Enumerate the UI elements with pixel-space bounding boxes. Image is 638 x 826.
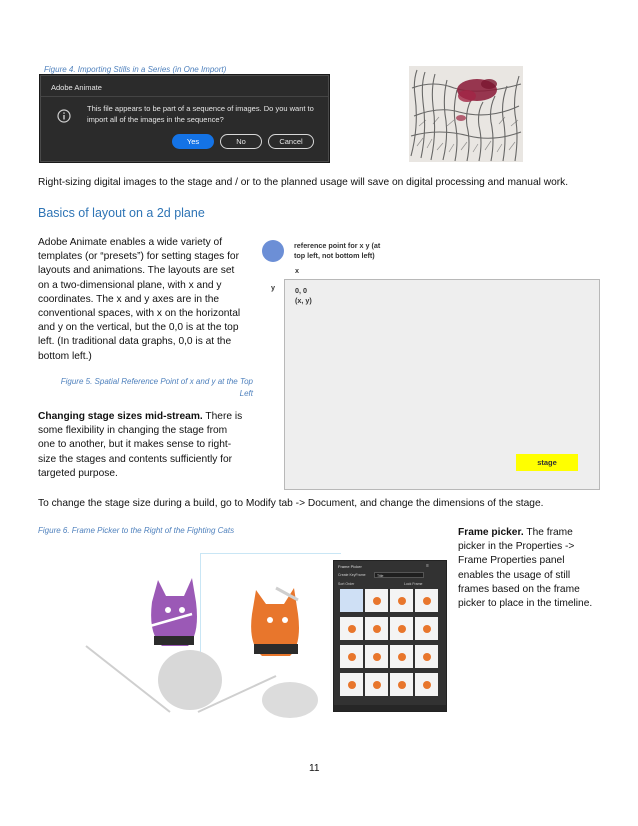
reference-label-line1: reference point for x y (at (294, 241, 381, 250)
changing-stage-line: size the stages and contents sufficiently for (38, 453, 233, 465)
reference-point-dot (262, 240, 284, 262)
figure6-caption: Figure 6. Frame Picker to the Right of the Fighting Cats (38, 526, 235, 535)
layout-paragraph-line: Adobe Animate enables a wide variety of (38, 237, 223, 248)
keyframe-dropdown[interactable]: Title (374, 572, 424, 578)
right-sizing-paragraph: Right-sizing digital images to the stage and / or to the planned usage will save on digital processing and manual work. (38, 177, 569, 188)
y-axis-label: y (271, 283, 275, 292)
dialog-divider (41, 96, 328, 97)
page-number: 11 (309, 763, 320, 774)
layout-paragraph-line: left. (In traditional data graphs, 0,0 is at the (38, 336, 232, 348)
changing-stage-line: There is (202, 411, 243, 422)
still-image-thumbnail (409, 66, 523, 162)
origin-label-line2: (x, y) (295, 295, 312, 305)
stage-area (284, 279, 600, 490)
layout-paragraph-line: and y on the vertical, but the 0,0 is at the top (38, 322, 239, 334)
layout-paragraph-line: layouts and animations. The layouts are set (38, 265, 235, 277)
figure5-caption-line1: Figure 5. Spatial Reference Point of x and y at the Top (60, 377, 253, 386)
origin-label (295, 286, 312, 305)
create-keyframe-label: Create KeyFrame (338, 573, 366, 577)
origin-label-line1: 0, 0 (295, 286, 307, 295)
figure5-caption (30, 376, 253, 400)
changing-stage-paragraph (38, 410, 263, 481)
reference-label-line2: top left, not bottom left) (294, 250, 375, 260)
changing-stage-lead: Changing stage sizes mid-stream. (38, 411, 203, 422)
changing-stage-line: targeted purpose. (38, 467, 118, 479)
changing-stage-line: one to another, but it makes sense to right- (38, 439, 232, 451)
layout-paragraph-line: templates (or “presets”) for setting stages for (38, 251, 239, 263)
x-axis-label: x (295, 266, 299, 275)
fighting-cats-illustration (80, 550, 340, 720)
reference-point-label (294, 241, 380, 260)
figure4-caption: Figure 4. Importing Stills in a Series (in One Import) (44, 65, 227, 74)
frame-picker-line: picker to place in the timeline. (458, 598, 593, 610)
frame-picker-lead: Frame picker. (458, 527, 524, 538)
cancel-button[interactable]: Cancel (268, 134, 314, 149)
yes-button[interactable]: Yes (172, 134, 214, 149)
panel-footer-bar (334, 705, 446, 711)
figure5-caption-line2: Left (239, 389, 253, 398)
layout-paragraph-line: coordinates. The x and y axes are in the (38, 293, 220, 305)
frame-picker-panel[interactable] (333, 560, 447, 712)
info-icon (57, 109, 71, 123)
layout-paragraph-line: bottom left.) (38, 350, 92, 362)
panel-title: Frame Picker (338, 564, 362, 569)
no-button[interactable]: No (220, 134, 262, 149)
frame-picker-line: picker in the Properties -> (458, 541, 575, 553)
modify-paragraph: To change the stage size during a build, go to Modify tab -> Document, and change the dimensions of the stage. (38, 498, 544, 509)
layout-paragraph-line: on a two-dimensional plane, with x and y (38, 279, 222, 291)
frame-picker-line: enables the usage of still (458, 569, 571, 581)
section-heading: Basics of layout on a 2d plane (38, 206, 205, 220)
panel-menu-icon[interactable]: ≡ (426, 563, 429, 569)
dialog-message-line1: This file appears to be part of a sequence of images. Do you want to (87, 104, 314, 113)
import-sequence-dialog (40, 75, 329, 162)
layout-paragraph-line: conventional spaces, with x on the horizontal (38, 308, 241, 320)
frame-picker-line: The frame (523, 527, 573, 538)
frame-picker-line: frames based on the frame (458, 583, 580, 595)
dialog-title: Adobe Animate (51, 83, 102, 92)
frame-thumbnail-cats (340, 589, 440, 703)
changing-stage-line: some flexibility in changing the stage from (38, 425, 228, 437)
lock-frame-label[interactable]: Lock Frame (404, 582, 423, 586)
stage-tag: stage (516, 454, 578, 471)
frame-picker-paragraph (458, 526, 633, 611)
frame-picker-line: Frame Properties panel (458, 555, 565, 567)
sort-order-label: Sort Order (338, 582, 355, 586)
layout-paragraph (38, 236, 263, 364)
dialog-message-line2: import all of the images in the sequence? (87, 115, 224, 124)
